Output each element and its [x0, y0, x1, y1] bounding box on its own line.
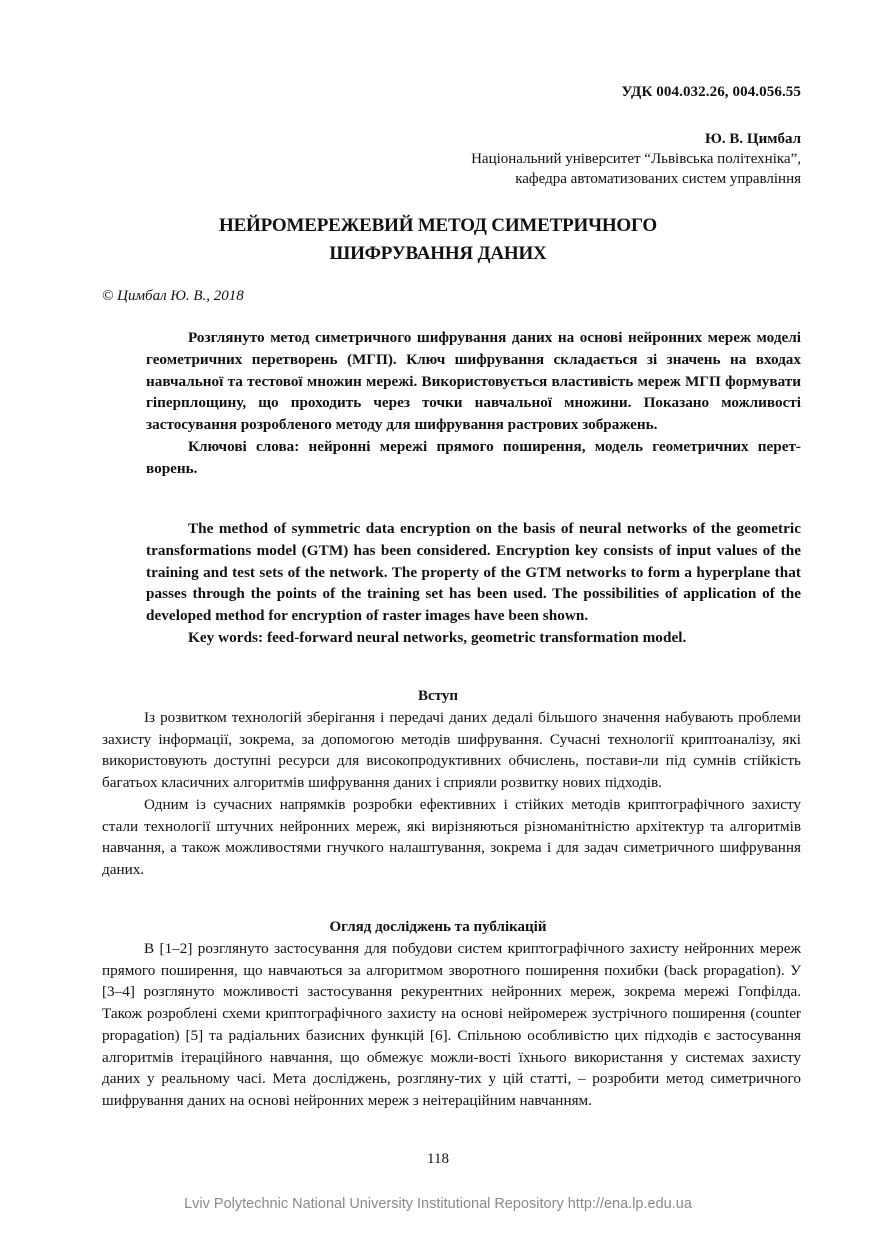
author-block — [471, 129, 801, 189]
udk-code: УДК 004.032.26, 004.056.55 — [621, 84, 801, 100]
copyright-notice: © Цимбал Ю. В., 2018 — [102, 288, 244, 304]
page-number: 118 — [427, 1151, 449, 1167]
title-line-2: ШИФРУВАННЯ ДАНИХ — [329, 243, 547, 264]
abstract-ua-text: Розглянуто метод симетричного шифрування даних на основі нейронних мереж моделі геометричних перетворень (МГП). Ключ шифрування складається зі значень на входах навчальної та тестової множин мережі. Використовується властивість мереж МГП формувати гіперплощину, що проходить через точки навчальної множини. Показано можливості застосування розробленого методу для шифрування растрових зображень. — [146, 329, 801, 434]
paragraph: Одним із сучасних напрямків розробки ефективних і стійких методів криптографічного захисту стали технології штучних нейронних мереж, які вирізняються різноманітністю архітектур та алгоритмів навчання, а також можливостями гнучкого налаштування, зокрема і для задач симетричного шифрування даних. — [102, 795, 801, 878]
affiliation-university: Національний університет “Львівська політехніка”, — [471, 151, 801, 167]
paper-title — [0, 212, 876, 268]
section-introduction-body — [102, 707, 801, 881]
section-literature-review-body — [102, 938, 801, 1112]
paragraph: В [1–2] розглянуто застосування для побудови систем криптографічного захисту нейронних мереж прямого поширення, що навчаються за алгоритмом зворотного поширення похибки (back propagation). У [3–4] розглянуто можливості застосування рекурентних нейронних мереж, зокрема мережі Гопфілда. Також розроблені схеми криптографічного захисту на основі нейромереж зустрічного поширення (counter propagation) [5] та радіальних базисних функцій [6]. Спільною особливістю цих підходів є застосування алгоритмів ітераційного навчання, що обмежує можли-вості їхнього використання у системах захисту даних у реальному часі. Мета досліджень, розгляну-тих у цій статті, – розробити метод симетричного шифрування даних на основі нейронних мереж з неітераційним навчанням. — [102, 940, 801, 1109]
paragraph: Із розвитком технологій зберігання і передачі даних дедалі більшого значення набувають проблеми захисту інформації, зокрема, за допомогою методів шифрування. Сучасні технології криптоаналізу, які використовують доступні ресурси для високопродуктивних обчислень, постави-ли під сумнів стійкість багатьох класичних алгоритмів шифрування даних і сприяли розвитку нових підходів. — [102, 709, 801, 792]
author-name: Ю. В. Цимбал — [705, 131, 801, 147]
abstract-en-text: The method of symmetric data encryption on the basis of neural networks of the geometric transformations model (GTM) has been considered. Encryption key consists of input values of the training and test sets of the network. The property of the GTM networks to form a hyperplane that passes through the points of the training set has been used. The possibilities of application of the developed method for encryption of raster images have been shown. — [146, 520, 801, 625]
section-heading-literature-review: Огляд досліджень та публікацій — [329, 919, 547, 935]
abstract-ukrainian — [146, 327, 801, 480]
title-line-1: НЕЙРОМЕРЕЖЕВИЙ МЕТОД СИМЕТРИЧНОГО — [219, 215, 657, 236]
repository-footer: Lviv Polytechnic National University Institutional Repository http://ena.lp.edu.ua — [184, 1196, 692, 1212]
abstract-en-keywords: Key words: feed-forward neural networks, geometric transformation model. — [188, 628, 687, 646]
abstract-ua-keywords: Ключові слова: нейронні мережі прямого поширення, модель геометричних перет-ворень. — [146, 437, 801, 477]
abstract-english — [146, 518, 801, 649]
affiliation-department: кафедра автоматизованих систем управління — [515, 171, 801, 187]
section-heading-introduction: Вступ — [418, 688, 458, 704]
